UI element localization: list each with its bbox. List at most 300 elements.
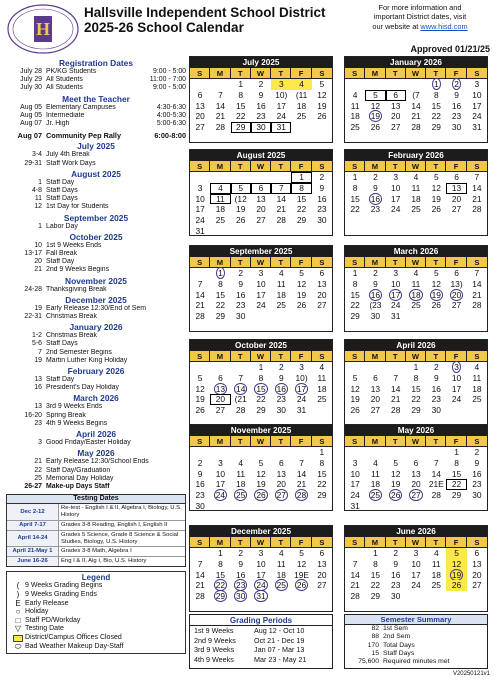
day-cell: 7 [474,172,480,182]
day-cell [271,580,291,591]
day-cell [231,591,251,602]
grading-period: 3rd 9 Weeks [194,645,235,655]
weekday-label: T [231,436,251,447]
event-row [6,439,186,447]
event-text: Staff Work Days [46,159,96,167]
empty-cell [210,362,230,373]
day-cell: 28 [431,490,441,501]
event-date: 11 [34,195,42,203]
month-calendar [344,339,488,426]
day-cell [271,490,291,501]
month-title: September 2025 [190,246,332,257]
day-cell: 7 [197,278,203,289]
day-cell: 9 [373,182,378,193]
month-title: January 2026 [345,57,487,68]
day-cell: 30 [431,405,441,416]
semester-label: 1st Sem [383,625,408,632]
weekday-label: S [190,537,210,548]
day-cell: 22 [411,394,421,405]
day-cell: 2 [373,268,378,278]
day-cell [446,362,466,373]
day-cell: 4 [319,362,325,372]
weekday-header [345,537,487,548]
day-cell: 12 [296,558,307,569]
day-cell: 6 [218,372,223,383]
month-calendar [344,424,488,511]
day-number: 23 [236,580,246,591]
grading-period: 2nd 9 Weeks [194,635,236,645]
event-month-title: January 2026 [69,322,123,333]
event-month-title: March 2026 [73,393,119,404]
day-cell: (23 [369,300,382,311]
testing-date: April 14-24 [7,531,59,547]
semester-row [345,642,487,650]
weekday-label: T [386,257,406,268]
day-cell: 13 [411,468,421,479]
weekday-label: S [345,537,365,548]
empty-cell [365,447,385,458]
day-cell: 28 [411,122,421,133]
semester-row [345,650,487,658]
day-cell: 5 [352,372,358,383]
day-cell: 8 [291,183,311,194]
event-text: Intermediate [46,111,85,119]
day-cell: 17 [256,569,266,580]
day-cell: 21 [195,580,205,591]
day-cell [231,490,251,501]
day-cell: 4 [278,268,284,278]
day-cell: 18 [276,569,286,580]
day-cell: 13 [256,193,266,204]
event-time: 11:00 - 7:00 [149,76,186,84]
empty-cell [210,172,230,183]
semester-count: 170 [367,641,379,649]
day-cell: 5 [446,548,466,559]
grading-period: 4th 9 Weeks [194,654,234,664]
day-cell: 9 [197,468,203,479]
testing-row [7,547,185,557]
empty-cell [231,362,251,373]
day-cell: 7 [352,558,358,569]
month-title: June 2026 [345,526,487,537]
event-month-title: December 2025 [65,294,127,305]
day-number: 26 [256,490,266,501]
day-cell: 29 [431,122,441,133]
day-cell: 5 [258,457,264,468]
grading-row [190,645,332,655]
day-cell: 2 [433,362,439,372]
empty-cell [426,447,446,458]
day-cell: 24 [276,111,286,122]
month-title: May 2026 [345,425,487,436]
pep-rally-date: Aug 07 [17,131,42,141]
legend-item [11,643,181,652]
day-cell: 25 [431,580,441,591]
testing-text: Grades 3-8 Math, Algebra I [61,548,132,555]
weekday-label: M [365,436,385,447]
day-cell: 9 [474,457,480,468]
day-cell [446,570,466,581]
day-cell: 9 [373,278,378,289]
website-link[interactable]: www.hisd.com [420,21,468,31]
event-row [6,412,186,420]
weekday-label: T [386,537,406,548]
semester-label: Staff Days [383,649,415,657]
event-month-title: August 2025 [71,168,121,179]
day-number: 15 [256,383,266,394]
weekday-label: F [446,537,466,548]
event-text: Jr. High [46,120,70,128]
day-cell: 27 [317,300,327,311]
day-number: 24 [215,490,226,501]
empty-cell [251,172,271,183]
event-row [6,384,186,392]
day-cell: 12 [446,559,466,570]
day-cell: 16 [451,100,462,111]
day-number: 26 [391,490,401,501]
day-cell [291,490,311,501]
legend-text: Bad Weather Makeup Day-Staff [25,642,124,650]
day-cell: 28 [391,405,401,416]
day-cell: 28 [350,591,360,602]
day-cell: 25 [317,394,327,405]
grading-dates: Mar 23 - May 21 [254,654,307,664]
day-cell [210,268,230,279]
day-cell: 25 [472,394,482,405]
day-cell: 14 [472,182,482,193]
event-date: Aug 07 [20,120,42,128]
event-date: 26-27 [24,482,42,490]
weekday-label: F [446,257,466,268]
testing-text: Re-test - English I & II, Algebra I, Biology, U.S. History [61,505,182,519]
event-list [6,141,186,491]
day-cell: 1 [258,362,264,372]
event-time: 5:00-6:30 [156,120,186,128]
event-text: Fall Break [46,250,78,258]
month-title: October 2025 [190,340,332,351]
day-cell: 30 [472,490,482,501]
day-cell: 20 [317,569,327,580]
day-cell: 28 [195,311,205,322]
event-text: 2nd Semester Begins [46,348,112,356]
testing-date: April 21-May 1 [7,547,59,556]
event-month-title: October 2025 [69,231,123,242]
weekday-header [345,68,487,79]
event-date: 7 [38,348,42,356]
day-cell: 22 [350,204,360,215]
day-cell [210,490,230,501]
weekday-header [345,161,487,172]
day-cell: 13 [195,100,205,111]
legend-item [11,617,181,626]
event-date: 12 [34,203,42,211]
event-text: Early Release 12:30/School Ends [46,458,149,466]
info-line-2: important District dates, visit [373,12,467,22]
event-text: Martin Luther King Holiday [46,356,128,364]
day-cell: 2 [474,447,480,457]
day-cell: 31 [472,122,482,133]
weekday-label: S [190,68,210,79]
day-number: 16 [370,289,381,300]
event-text: President's Day Holiday [46,384,119,392]
day-number: 19 [451,569,462,580]
weekday-label: S [312,68,332,79]
event-row [6,313,186,321]
day-cell: 1 [373,548,378,558]
day-cell: 6 [251,183,271,194]
teacher-title: Meet the Teacher [62,93,130,104]
day-cell: 20 [411,479,421,490]
semester-label: 2nd Sem [383,633,411,641]
day-cell: 19 [296,289,307,300]
day-cell: 3 [413,548,419,558]
grading-dates: Jan 07 - Mar 13 [254,645,305,655]
day-grid [345,268,487,322]
day-cell: 8 [373,558,378,569]
day-cell: 4 [291,79,311,90]
day-cell: 6 [319,548,325,558]
day-cell: 26 [446,580,466,591]
month-calendar [344,56,488,143]
weekday-label: F [446,351,466,362]
event-text: Staff Days [46,187,78,195]
day-cell: 1 [413,362,419,372]
event-date: 13-17 [24,250,42,258]
weekday-label: T [231,68,251,79]
day-cell: 9 [393,558,399,569]
svg-text:H: H [35,19,51,39]
day-cell: 2 [258,79,264,89]
day-cell: 27 [451,204,462,215]
empty-cell [190,548,210,559]
event-row [6,242,186,250]
day-cell: 28 [236,405,246,416]
semester-count: 82 [371,625,379,632]
weekday-label: T [271,436,291,447]
day-cell: 8 [218,558,223,569]
day-cell: 21 [350,580,360,591]
day-cell: 6 [386,90,406,101]
legend-symbol-icon: ⬭ [14,641,22,651]
day-cell: 14 [215,100,226,111]
event-row [6,420,186,428]
weekday-label: T [231,351,251,362]
day-cell: 7 [197,558,203,569]
day-cell: 5 [299,548,304,558]
weekday-label: S [345,68,365,79]
grading-dates: Aug 12 - Oct 10 [254,626,305,635]
month-calendar [344,525,488,612]
day-cell: 17 [350,479,360,490]
day-cell: 11 [350,100,360,111]
day-cell: 30 [236,311,246,322]
day-cell: 4 [278,548,284,558]
event-date: 21 [34,266,42,274]
day-cell: 31 [391,311,401,322]
event-date: 4-8 [32,187,42,195]
day-cell: 1 [319,447,325,457]
day-cell: 14 [276,193,286,204]
day-cell: 3 [474,79,480,89]
event-date: July 29 [20,76,42,84]
weekday-label: W [406,436,426,447]
day-cell: 3 [393,268,399,278]
day-cell: 15 [215,289,226,300]
legend-text: Staff PD/Workday [25,616,81,624]
day-cell: 26 [350,405,360,416]
day-cell: 3 [352,457,358,468]
day-cell: 3 [197,182,203,193]
day-cell: 5 [433,172,439,182]
event-month-title: February 2026 [67,366,125,377]
day-cell: 31 [296,405,307,416]
day-cell: 10 [451,372,462,383]
weekday-label: S [345,436,365,447]
day-cell: 9 [238,558,244,569]
weekday-label: M [365,537,385,548]
day-cell: 14 [472,278,482,289]
day-cell: 15 [431,100,441,111]
event-date: 16-20 [24,411,42,419]
legend-symbol-icon: ) [16,590,20,600]
weekday-label: M [365,351,385,362]
day-cell: 16 [236,289,246,300]
day-cell: 22 [350,300,360,311]
day-cell: 25 [296,111,307,122]
day-cell: 25 [411,300,421,311]
weekday-label: M [365,68,385,79]
pep-rally-time: 6:00-8:00 [154,131,186,141]
event-date: 22-31 [24,313,42,321]
weekday-label: T [426,257,446,268]
day-cell: 22 [236,111,246,122]
event-text: 1st 9 Weeks Ends [46,241,102,249]
day-cell: 8 [352,182,358,193]
weekday-label: S [345,351,365,362]
day-cell: (12 [234,193,247,204]
day-cell [365,194,385,205]
event-date: 13 [34,403,42,411]
day-cell: 11 [371,468,380,479]
day-cell: 27 [256,215,266,226]
day-cell: 13 [317,278,327,289]
weekday-label: T [386,68,406,79]
day-cell: 4 [433,548,439,558]
weekday-label: M [210,351,230,362]
day-cell: 21 [276,204,286,215]
event-text: Labor Day [46,222,78,230]
month-title: August 2025 [190,150,332,161]
day-cell [251,490,271,501]
day-cell: 29 [411,405,421,416]
day-cell: 12 [370,100,381,111]
testing-row [7,521,185,531]
day-cell: 18 [317,383,327,394]
day-cell: 23 [256,111,266,122]
day-cell: 7 [433,457,439,468]
day-cell: 27 [215,405,226,416]
day-cell: 14 [391,383,401,394]
day-cell: 11 [431,558,441,569]
day-cell [251,591,271,602]
weekday-label: S [190,351,210,362]
day-cell: 11 [317,372,327,383]
weekday-label: T [231,257,251,268]
day-cell: 11 [411,182,421,193]
day-cell: 9 [319,182,325,193]
day-cell: 21 [411,111,421,122]
day-cell: (7 [412,89,420,100]
day-cell: 11 [236,468,246,479]
day-cell: 20 [370,394,381,405]
day-cell: 16 [472,468,482,479]
day-cell: 6 [373,372,378,383]
day-cell: 30 [276,405,286,416]
event-row [6,475,186,483]
event-date: Aug 05 [20,103,42,111]
day-cell: 29 [256,405,266,416]
empty-cell [386,79,406,90]
semester-count: 75,600 [358,658,379,666]
day-cell: 18 [296,100,307,111]
day-cell: 24 [350,490,360,501]
empty-cell [365,79,385,90]
day-cell [291,580,311,591]
day-cell: 9 [433,372,439,383]
day-cell: 31 [350,500,360,511]
day-cell: 24 [296,394,307,405]
day-cell: 12 [317,89,327,100]
weekday-label: S [312,161,332,172]
day-cell: 16 [431,383,441,394]
registration-row [6,84,186,92]
day-cell: 23 [370,204,381,215]
day-number: 31 [256,591,266,602]
info-line-3: our website at [372,21,419,31]
day-cell: 2 [238,268,244,278]
day-cell: 15 [451,468,462,479]
day-cell: 18 [411,193,421,204]
weekday-header [190,436,332,447]
event-text: Staff Day [46,376,75,384]
day-cell: 22 [431,111,441,122]
weekday-label: F [446,436,466,447]
weekday-label: W [251,537,271,548]
legend-item [11,600,181,609]
day-cell: 8 [218,278,223,289]
empty-cell [406,447,426,458]
empty-cell [190,172,210,183]
weekday-label: M [365,161,385,172]
day-cell: 10 [256,278,266,289]
day-cell [446,79,466,90]
event-date: 19 [34,356,42,364]
day-cell: 26 [236,215,246,226]
weekday-label: T [271,351,291,362]
day-cell: 15 [350,193,360,204]
day-cell: 1 [291,172,311,183]
day-cell: 12 [391,468,401,479]
event-text: Staff Days [46,195,78,203]
day-cell: 24 [411,580,421,591]
day-cell: 21 [195,300,205,311]
event-row [6,332,186,340]
event-text: Staff Day/Graduation [46,466,111,474]
day-cell: 30 [195,500,205,511]
day-number: 28 [296,490,307,501]
legend-text: 9 Weeks Grading Begins [25,582,103,590]
event-time: 9:00 - 5:00 [153,68,186,75]
